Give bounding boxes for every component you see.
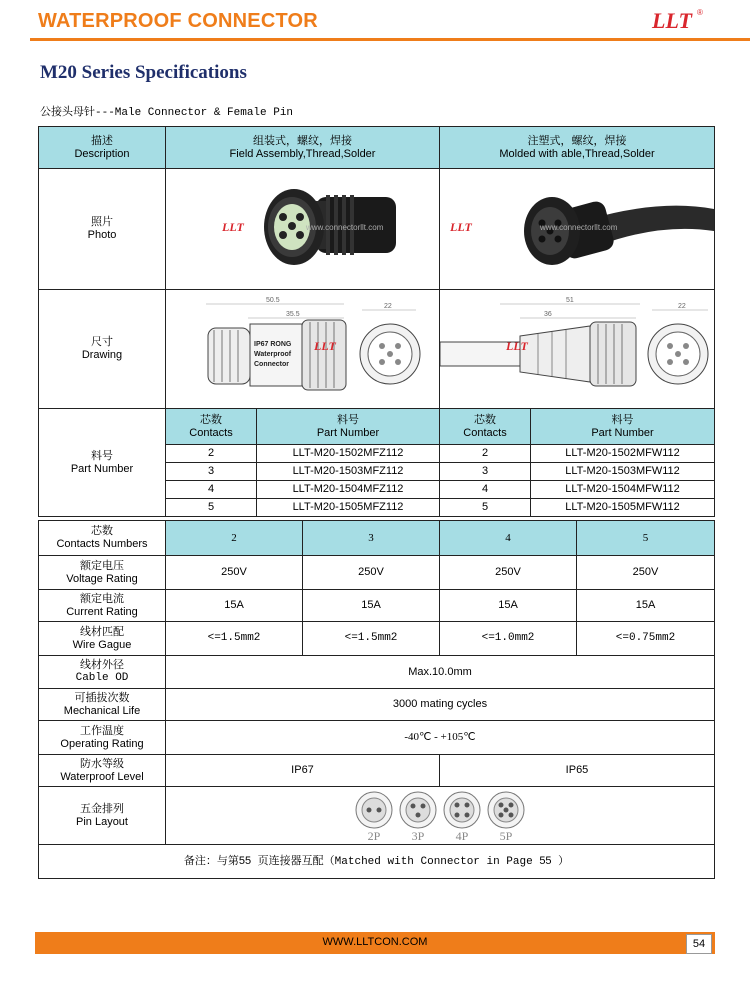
pin-layout-4p: 4P (442, 790, 482, 842)
section-title: M20 Series Specifications (40, 62, 247, 83)
waterproof-value-ip67: IP67 (166, 755, 440, 787)
section-subtitle: 公接头母针---Male Connector & Female Pin (40, 107, 294, 119)
wire-value: <=1.5mm2 (303, 622, 440, 656)
wire-value: <=1.5mm2 (166, 622, 303, 656)
field-assembly-drawing (166, 290, 440, 404)
label-temperature: 工作温度 Operating Rating (39, 721, 166, 755)
part-number-cell: LLT-M20-1503MFW112 (531, 463, 715, 481)
note-page-num-2: 55 (539, 854, 552, 867)
header-molded: 注塑式，螺纹，焊接 Molded with able,Thread,Solder (440, 127, 715, 169)
watermark-logo-2: LLT (450, 220, 472, 234)
current-value: 15A (577, 590, 715, 622)
dim-35-5: 35.5 (286, 311, 300, 318)
brand-logo: LLT (652, 8, 692, 33)
label-pin-layout: 五金排列 Pin Layout (39, 787, 166, 845)
header-contacts-left: 芯数 Contacts (166, 409, 257, 445)
watermark-url: www.connectorllt.com (306, 223, 384, 232)
current-value: 15A (166, 590, 303, 622)
voltage-value: 250V (303, 556, 440, 590)
molded-drawing (440, 290, 714, 404)
note-page-num: 55 (238, 854, 252, 867)
part-number-cell: LLT-M20-1504MFW112 (531, 481, 715, 499)
wire-value: <=1.0mm2 (440, 622, 577, 656)
watermark-url-2: www.connectorllt.com (540, 223, 618, 232)
contacts-cell: 3 (440, 463, 531, 481)
photo-field-assembly (166, 169, 440, 290)
page-header (0, 8, 750, 38)
note-prefix: 备注：与第 (183, 855, 239, 868)
label-waterproof: 防水等级 Waterproof Level (39, 755, 166, 787)
label-drawing: 尺寸 Drawing (39, 290, 166, 409)
header-contacts-right: 芯数 Contacts (440, 409, 531, 445)
dim-50-5: 50.5 (266, 297, 280, 304)
watermark-logo-4: LLT (506, 339, 528, 353)
voltage-value: 250V (440, 556, 577, 590)
header-partnumber-left: 料号 Part Number (257, 409, 440, 445)
part-number-cell: LLT-M20-1505MFZ112 (257, 499, 440, 517)
label-wire: 线材匹配 Wire Gague (39, 622, 166, 656)
contacts-cell: 5 (166, 499, 257, 517)
pin-5p-icon (486, 790, 526, 830)
contacts-cell: 4 (440, 481, 531, 499)
note-middle: 页连接器互配（Matched with Connector in Page (251, 855, 540, 868)
footer-url[interactable]: WWW.LLTCON.COM (322, 936, 428, 948)
label-mechanical: 可插拔次数 Mechanical Life (39, 689, 166, 721)
dim-22: 22 (384, 303, 392, 310)
part-number-cell: LLT-M20-1505MFW112 (531, 499, 715, 517)
photo-molded (440, 169, 715, 290)
header-divider (30, 38, 750, 41)
pin-layout-5p: 5P (486, 790, 526, 842)
contacts-value: 2 (166, 521, 303, 556)
contacts-value: 4 (440, 521, 577, 556)
part-number-cell: LLT-M20-1503MFZ112 (257, 463, 440, 481)
watermark-logo: LLT (222, 220, 244, 234)
header-field-assembly: 组装式，螺纹，焊接 Field Assembly,Thread,Solder (166, 127, 440, 169)
contacts-cell: 4 (166, 481, 257, 499)
contacts-cell: 3 (166, 463, 257, 481)
dim-51: 51 (566, 297, 574, 304)
temperature-value: -40℃ - +105℃ (166, 721, 715, 755)
spec-table-top (38, 126, 715, 517)
page-number: 54 (686, 934, 712, 954)
header-partnumber-right: 料号 Part Number (531, 409, 715, 445)
voltage-value: 250V (577, 556, 715, 590)
label-voltage: 额定电压 Voltage Rating (39, 556, 166, 590)
dim-22-b: 22 (678, 303, 686, 310)
voltage-value: 250V (166, 556, 303, 590)
dim-36: 36 (544, 311, 552, 318)
spec-table-bottom (38, 520, 715, 879)
contacts-value: 3 (303, 521, 440, 556)
pin-layout-cell (166, 787, 715, 845)
part-number-cell: LLT-M20-1504MFZ112 (257, 481, 440, 499)
pin-layout-3p: 3P (398, 790, 438, 842)
watermark-logo-3: LLT (314, 339, 336, 353)
pin-layout-2p: 2P (354, 790, 394, 842)
part-number-cell: LLT-M20-1502MFZ112 (257, 445, 440, 463)
label-photo: 照片 Photo (39, 169, 166, 290)
drawing-field-assembly (166, 290, 440, 409)
contacts-value: 5 (577, 521, 715, 556)
pin-3p-icon (398, 790, 438, 830)
note-end: ） (551, 855, 570, 868)
registered-mark: ® (697, 8, 703, 17)
label-contacts-numbers: 芯数 Contacts Numbers (39, 521, 166, 556)
contacts-cell: 2 (440, 445, 531, 463)
current-value: 15A (440, 590, 577, 622)
page-footer (35, 932, 715, 954)
part-number-cell: LLT-M20-1502MFW112 (531, 445, 715, 463)
pin-2p-icon (354, 790, 394, 830)
header-description: 描述 Description (39, 127, 166, 169)
note-row (39, 845, 715, 879)
label-part-number: 料号 Part Number (39, 409, 166, 517)
drawing-label-1: IP67 RONG (254, 341, 292, 348)
cable-value: Max.10.0mm (166, 656, 715, 689)
wire-value: <=0.75mm2 (577, 622, 715, 656)
current-value: 15A (303, 590, 440, 622)
waterproof-value-ip65: IP65 (440, 755, 715, 787)
pin-4p-icon (442, 790, 482, 830)
drawing-label-2: Waterproof (254, 351, 292, 358)
field-assembly-connector-image (166, 169, 440, 285)
contacts-cell: 2 (166, 445, 257, 463)
label-current: 额定电流 Current Rating (39, 590, 166, 622)
drawing-molded (440, 290, 715, 409)
contacts-cell: 5 (440, 499, 531, 517)
mechanical-value: 3000 mating cycles (166, 689, 715, 721)
label-cable: 线材外径 Cable OD (39, 656, 166, 689)
drawing-label-3: Connector (254, 361, 289, 368)
header-title: WATERPROOF CONNECTOR (38, 10, 318, 32)
